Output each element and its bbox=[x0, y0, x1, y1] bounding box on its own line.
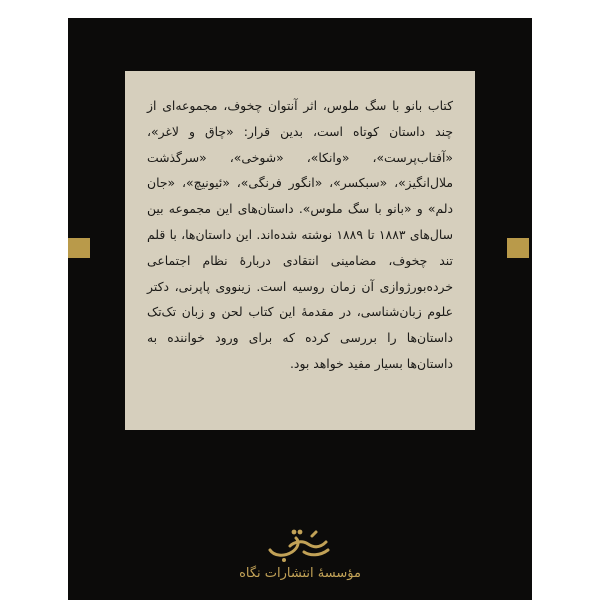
left-gold-tab bbox=[68, 238, 90, 258]
right-gold-tab bbox=[507, 238, 529, 258]
blurb-panel bbox=[125, 71, 475, 430]
book-description: کتاب بانو با سگ ملوس، اثر آنتوان چخوف، مجموعه‌ای از چند داستان کوتاه است، بدین قرار: «چاق و لاغر»، «آفتاب‌پرست»، «وانکا»، «شوخی»، «سرگذشت ملال‌انگیز»، «سبکسر»، «انگور فرنگی»، «ئیونیچ»، «جان دلم» و «بانو با سگ ملوس». داستان‌های این مجموعه بین سال‌های ۱۸۸۳ تا ۱۸۸۹ نوشته شده‌اند. این داستان‌ها، با قلم تند چخوف، مضامینی انتقادی دربارهٔ نظام اجتماعی خرده‌بورژوازی آن زمان روسیه است. زینووی پاپرنی، دکتر علوم زبان‌شناسی، در مقدمهٔ این کتاب لحن و زبان تک‌تک داستان‌ها را بررسی کرده که برای ورود خواننده به داستان‌ها بسیار مفید خواهد بود. bbox=[147, 98, 454, 371]
negah-calligraphy-logo-icon bbox=[264, 526, 336, 564]
publisher-name: مؤسسهٔ انتشارات نگاه bbox=[239, 566, 361, 581]
